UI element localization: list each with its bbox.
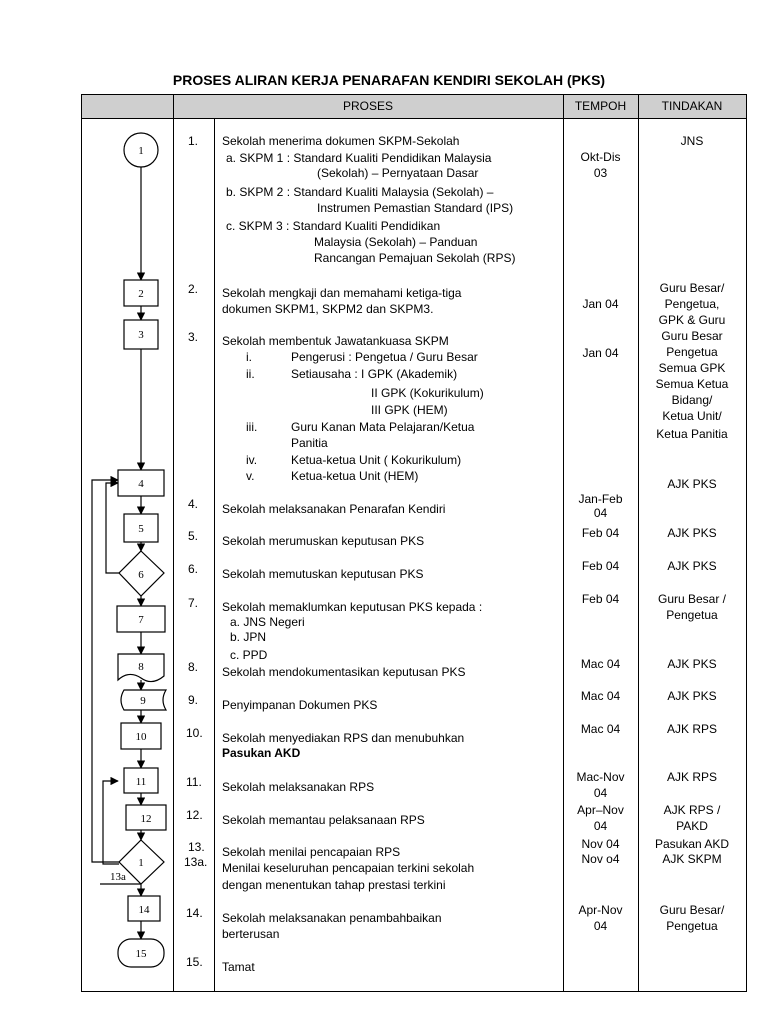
row-12-tempoh-2: 04 xyxy=(593,819,608,833)
row-12-tempoh-1: Apr–Nov xyxy=(577,803,624,817)
row-7-tempoh: Feb 04 xyxy=(581,592,620,606)
row-3-gpk-hem: III GPK (HEM) xyxy=(371,403,448,417)
row-10-number: 10. xyxy=(186,726,203,740)
flow-label-10: 10 xyxy=(135,731,147,743)
row-10-tempoh: Mac 04 xyxy=(580,722,621,736)
row-9-tempoh: Mac 04 xyxy=(580,689,621,703)
row-4-line-1: Sekolah melaksanakan Penarafan Kendiri xyxy=(222,502,446,516)
header-tempoh: TEMPOH xyxy=(563,94,638,118)
flow-label-12: 12 xyxy=(140,813,152,825)
row-4-tindakan: AJK PKS xyxy=(667,477,717,491)
row-3-pengerusi: Pengerusi : Pengetua / Guru Besar xyxy=(291,350,478,364)
row-3-tempoh: Jan 04 xyxy=(582,346,619,360)
flow-label-7: 7 xyxy=(138,614,144,626)
row-6-number: 6. xyxy=(188,562,199,576)
header-proses: PROSES xyxy=(173,94,563,118)
row-3-roman-ii: ii. xyxy=(246,367,255,381)
row-3-roman-iv: iv. xyxy=(246,453,258,467)
row-2-tindakan-3: GPK & Guru xyxy=(658,313,726,327)
flow-label-8: 8 xyxy=(138,661,144,673)
row-1-line-3: (Sekolah) – Pernyataan Dasar xyxy=(317,166,479,180)
row-3-gpk-koku: II GPK (Kokurikulum) xyxy=(371,386,484,400)
flow-label-4: 4 xyxy=(138,478,144,490)
flow-label-9: 9 xyxy=(140,695,146,707)
row-5-line-1: Sekolah merumuskan keputusan PKS xyxy=(222,534,425,548)
flow-label-11: 11 xyxy=(135,776,147,788)
row-1-line-7: Malaysia (Sekolah) – Panduan xyxy=(314,235,478,249)
row-11-tindakan: AJK RPS xyxy=(666,770,717,784)
row-13a-tempoh: Nov o4 xyxy=(581,852,620,866)
row-3-ketua-koku: Ketua-ketua Unit ( Kokurikulum) xyxy=(291,453,462,467)
row-13a-line-1: Menilai keseluruhan pencapaian terkini sekolah xyxy=(222,861,475,875)
row-14-line-1: Sekolah melaksanakan penambahbaikan xyxy=(222,911,442,925)
row-12-tindakan-2: PAKD xyxy=(676,819,708,833)
row-13a-line-2: dengan menentukan tahap prestasi terkini xyxy=(222,878,446,892)
row-7-tindakan-2: Pengetua xyxy=(666,608,718,622)
row-13a-number: 13a. xyxy=(184,855,208,869)
row-14-tempoh-1: Apr-Nov xyxy=(578,903,623,917)
flow-label-2: 2 xyxy=(138,288,144,300)
row-1-tempoh-2: 03 xyxy=(593,166,608,180)
row-1-line-1: Sekolah menerima dokumen SKPM-Sekolah xyxy=(222,134,460,148)
row-3-tindakan-3: Semua GPK xyxy=(658,361,726,375)
row-1-tempoh-1: Okt-Dis xyxy=(580,150,621,164)
row-3-ketua-hem: Ketua-ketua Unit (HEM) xyxy=(291,469,419,483)
row-1-line-6: c. SKPM 3 : Standard Kualiti Pendidikan xyxy=(226,219,441,233)
row-3-number: 3. xyxy=(188,330,199,344)
row-7-line-4: c. PPD xyxy=(230,648,268,662)
row-5-tindakan: AJK PKS xyxy=(667,526,717,540)
row-3-line-1: Sekolah membentuk Jawatankuasa SKPM xyxy=(222,334,449,348)
row-3-tindakan-1: Guru Besar xyxy=(661,329,723,343)
row-10-line-1: Sekolah menyediakan RPS dan menubuhkan xyxy=(222,731,465,745)
row-8-number: 8. xyxy=(188,660,199,674)
row-3-tindakan-7: Ketua Panitia xyxy=(656,427,728,441)
row-6-line-1: Sekolah memutuskan keputusan PKS xyxy=(222,567,424,581)
row-3-panitia: Panitia xyxy=(291,436,328,450)
row-3-roman-v: v. xyxy=(246,469,255,483)
row-8-tindakan: AJK PKS xyxy=(667,657,717,671)
row-9-line-1: Penyimpanan Dokumen PKS xyxy=(222,698,378,712)
row-6-tindakan: AJK PKS xyxy=(667,559,717,573)
row-1-number: 1. xyxy=(188,134,199,148)
row-3-tindakan-5: Bidang/ xyxy=(671,393,713,407)
row-4-tempoh-1: Jan-Feb xyxy=(578,492,623,506)
row-3-tindakan-2: Pengetua xyxy=(666,345,718,359)
row-9-number: 9. xyxy=(188,693,199,707)
row-14-tindakan-1: Guru Besar/ xyxy=(659,903,725,917)
flow-label-14: 14 xyxy=(138,904,150,916)
flow-label-1: 1 xyxy=(138,145,144,157)
row-1-line-5: Instrumen Pemastian Standard (IPS) xyxy=(317,201,514,215)
row-1-line-8: Rancangan Pemajuan Sekolah (RPS) xyxy=(314,251,516,265)
row-12-number: 12. xyxy=(186,808,203,822)
row-1-line-4: b. SKPM 2 : Standard Kualiti Malaysia (Sekolah) – xyxy=(226,185,494,199)
row-12-tindakan-1: AJK RPS / xyxy=(663,803,721,817)
row-9-tindakan: AJK PKS xyxy=(667,689,717,703)
flow-loop-label: 13a xyxy=(110,871,126,883)
row-3-setiausaha: Setiausaha : I GPK (Akademik) xyxy=(291,367,458,381)
row-4-tempoh-2: 04 xyxy=(593,506,608,520)
row-10-tindakan: AJK RPS xyxy=(666,722,717,736)
row-2-line-1: Sekolah mengkaji dan memahami ketiga-tiga xyxy=(222,286,462,300)
row-2-line-2: dokumen SKPM1, SKPM2 dan SKPM3. xyxy=(222,302,434,316)
row-13-number: 13. xyxy=(188,840,205,854)
row-3-guru-kanan: Guru Kanan Mata Pelajaran/Ketua xyxy=(291,420,475,434)
flow-label-6: 6 xyxy=(138,569,144,581)
row-14-line-2: berterusan xyxy=(222,927,280,941)
row-8-line-1: Sekolah mendokumentasikan keputusan PKS xyxy=(222,665,466,679)
flow-label-13: 1 xyxy=(138,857,144,869)
row-7-line-3: b. JPN xyxy=(230,630,267,644)
row-3-tindakan-4: Semua Ketua xyxy=(655,377,729,391)
flow-label-5: 5 xyxy=(138,523,144,535)
row-5-number: 5. xyxy=(188,529,199,543)
row-4-number: 4. xyxy=(188,497,199,511)
row-10-line-2: Pasukan AKD xyxy=(222,746,301,760)
row-11-tempoh-1: Mac-Nov xyxy=(576,770,625,784)
flow-label-15: 15 xyxy=(135,948,147,960)
row-14-number: 14. xyxy=(186,906,203,920)
row-7-line-1: Sekolah memaklumkan keputusan PKS kepada : xyxy=(222,600,483,614)
row-13a-tindakan: AJK SKPM xyxy=(662,852,722,866)
row-1-line-2: a. SKPM 1 : Standard Kualiti Pendidikan Malaysia xyxy=(226,151,492,165)
row-7-number: 7. xyxy=(188,596,199,610)
row-11-number: 11. xyxy=(186,775,202,789)
row-2-tindakan-2: Pengetua, xyxy=(664,297,720,311)
row-15-line-1: Tamat xyxy=(222,960,255,974)
row-7-tindakan-1: Guru Besar / xyxy=(657,592,727,606)
row-13-line-1: Sekolah menilai pencapaian RPS xyxy=(222,845,401,859)
row-2-tempoh: Jan 04 xyxy=(582,297,619,311)
row-2-tindakan-1: Guru Besar/ xyxy=(659,281,725,295)
row-3-tindakan-6: Ketua Unit/ xyxy=(662,409,722,423)
row-11-line-1: Sekolah melaksanakan RPS xyxy=(222,780,375,794)
row-3-roman-iii: iii. xyxy=(246,420,258,434)
header-tindakan: TINDAKAN xyxy=(638,94,746,118)
document-title: PROSES ALIRAN KERJA PENARAFAN KENDIRI SEKOLAH (PKS) xyxy=(172,72,606,88)
row-14-tempoh-2: 04 xyxy=(593,919,608,933)
row-6-tempoh: Feb 04 xyxy=(581,559,620,573)
row-3-roman-i: i. xyxy=(246,350,252,364)
row-14-tindakan-2: Pengetua xyxy=(666,919,718,933)
row-12-line-1: Sekolah memantau pelaksanaan RPS xyxy=(222,813,425,827)
row-13-tempoh: Nov 04 xyxy=(581,837,620,851)
row-2-number: 2. xyxy=(188,282,199,296)
row-15-number: 15. xyxy=(186,955,203,969)
row-1-tindakan: JNS xyxy=(680,134,704,148)
row-7-line-2: a. JNS Negeri xyxy=(230,615,305,629)
row-13-tindakan: Pasukan AKD xyxy=(654,837,730,851)
row-11-tempoh-2: 04 xyxy=(593,786,608,800)
row-5-tempoh: Feb 04 xyxy=(581,526,620,540)
flow-label-3: 3 xyxy=(138,329,144,341)
row-8-tempoh: Mac 04 xyxy=(580,657,621,671)
